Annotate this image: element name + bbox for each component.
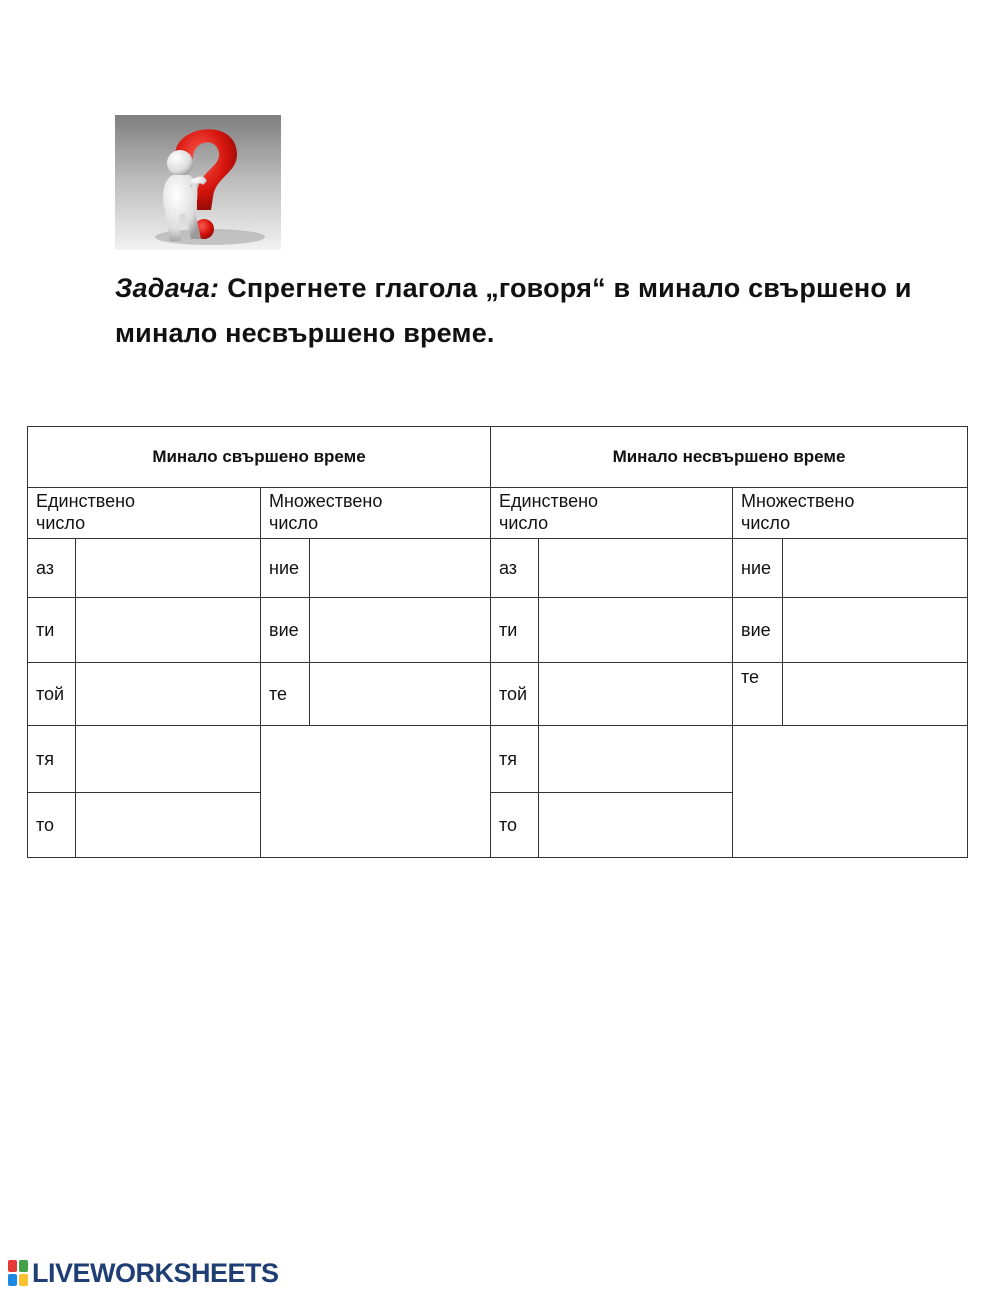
pronoun-te: те (733, 663, 783, 726)
label-singular: Единствено число (491, 488, 733, 539)
question-mark-figure-icon (115, 115, 281, 250)
pronoun-nie: ние (733, 539, 783, 598)
pronoun-ti: ти (491, 598, 539, 663)
answer-field[interactable] (310, 663, 491, 726)
pronoun-vie: вие (261, 598, 310, 663)
answer-field[interactable] (76, 539, 261, 598)
label-singular: Единствено число (28, 488, 261, 539)
answer-field[interactable] (310, 598, 491, 663)
header-past-perfective: Минало свършено време (28, 427, 491, 488)
empty-cell (261, 726, 491, 858)
liveworksheets-logo (8, 1258, 279, 1288)
label-plural: Множествено число (733, 488, 968, 539)
task-text: Спрегнете глагола „говоря“ в минало свършено и минало несвършено време. (115, 273, 912, 348)
label-plural: Множествено число (261, 488, 491, 539)
answer-field[interactable] (783, 539, 968, 598)
answer-field[interactable] (76, 726, 261, 793)
answer-field[interactable] (310, 539, 491, 598)
pronoun-az: аз (491, 539, 539, 598)
pronoun-to: то (491, 793, 539, 858)
answer-field[interactable] (76, 598, 261, 663)
empty-cell (733, 726, 968, 858)
answer-field[interactable] (539, 726, 733, 793)
answer-field[interactable] (539, 539, 733, 598)
pronoun-nie: ние (261, 539, 310, 598)
liveworksheets-icon (8, 1260, 28, 1286)
pronoun-vie: вие (733, 598, 783, 663)
answer-field[interactable] (539, 663, 733, 726)
answer-field[interactable] (539, 598, 733, 663)
task-lead: Задача: (115, 273, 220, 303)
brand-name: LIVEWORKSHEETS (32, 1257, 279, 1288)
header-past-imperfective: Минало несвършено време (491, 427, 968, 488)
conjugation-table (27, 426, 968, 858)
pronoun-tya: тя (28, 726, 76, 793)
answer-field[interactable] (539, 793, 733, 858)
answer-field[interactable] (783, 598, 968, 663)
answer-field[interactable] (76, 793, 261, 858)
pronoun-az: аз (28, 539, 76, 598)
pronoun-ti: ти (28, 598, 76, 663)
pronoun-toy: той (28, 663, 76, 726)
answer-field[interactable] (76, 663, 261, 726)
task-instruction (115, 266, 915, 356)
pronoun-te: те (261, 663, 310, 726)
answer-field[interactable] (783, 663, 968, 726)
pronoun-tya: тя (491, 726, 539, 793)
pronoun-toy: той (491, 663, 539, 726)
pronoun-to: то (28, 793, 76, 858)
